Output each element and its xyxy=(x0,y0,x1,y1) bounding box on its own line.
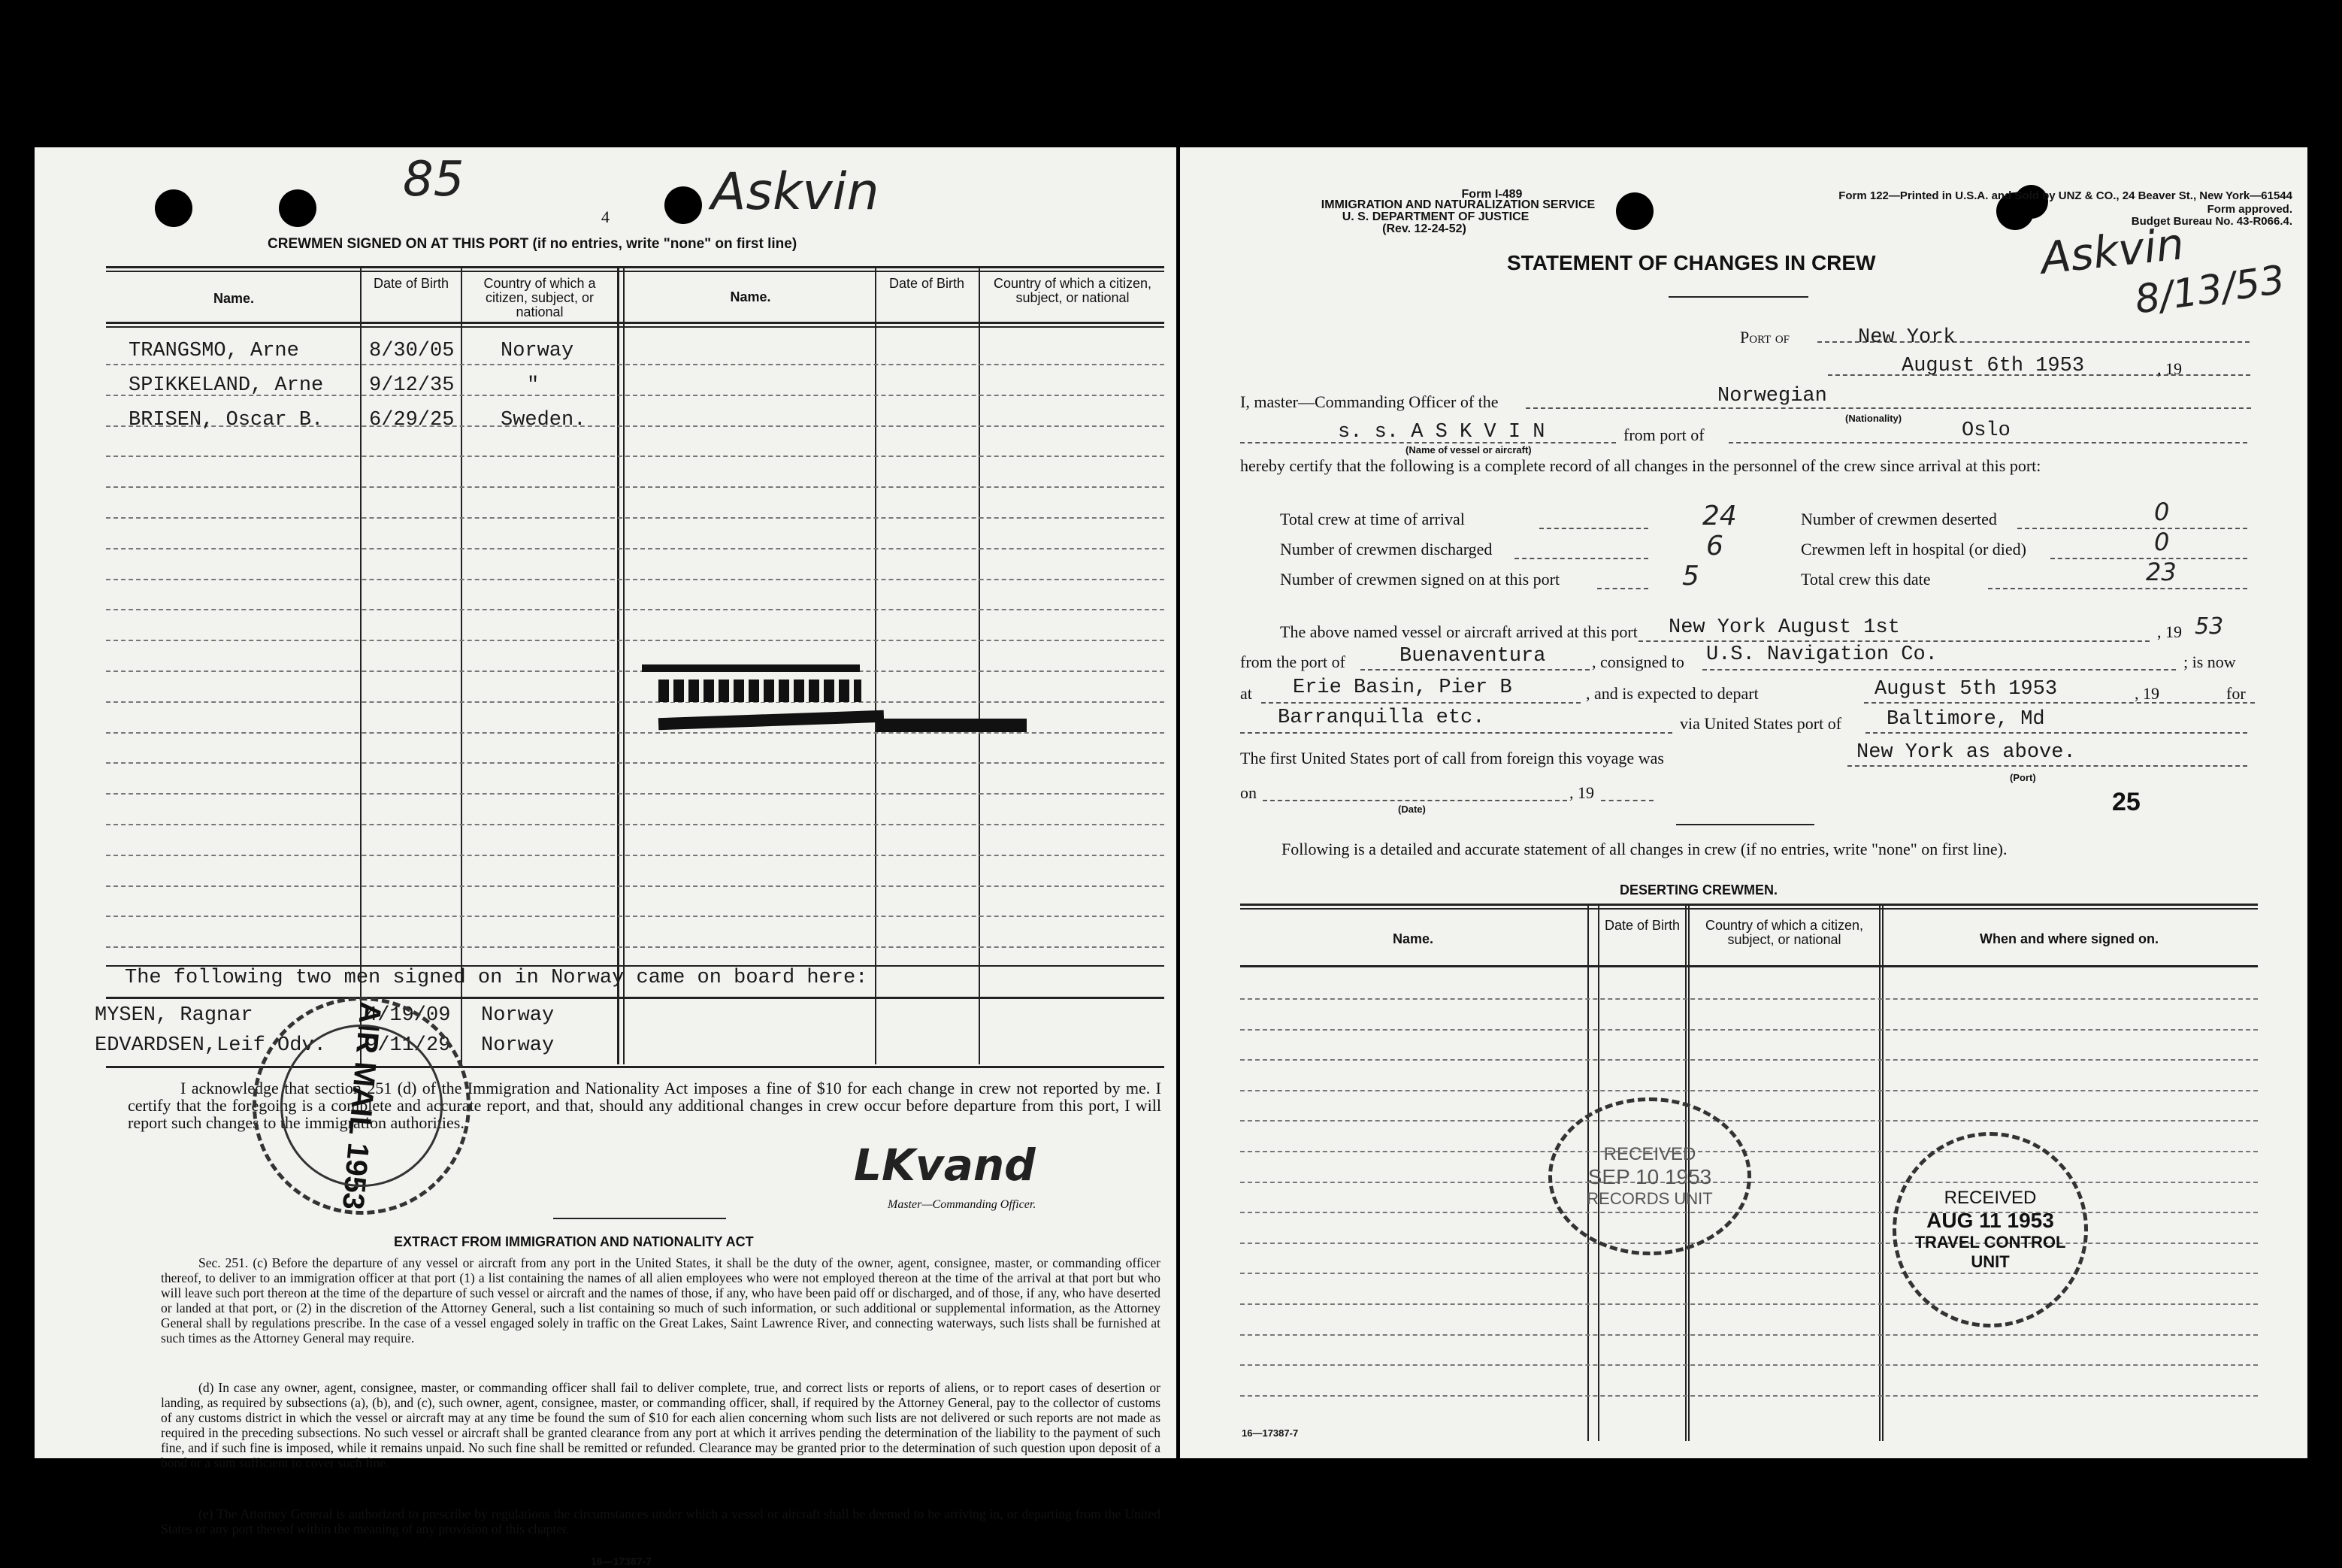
received-stamp-records xyxy=(1548,1097,1751,1255)
col-dob-header: Date of Birth xyxy=(1604,918,1681,933)
row-rule xyxy=(1240,1334,2258,1336)
arrived-year: 53 xyxy=(2195,613,2224,640)
at-label: at xyxy=(1240,684,1252,703)
law-para-1: Sec. 251. (c) Before the departure of any vessel or aircraft from any port in the United States, it shall be the duty of the owner, agent, consignee, master, or commanding officer thereof, to deliver to an immigration officer at that port (1) a list containing the names of all alien employees who were not employed thereon at the time of the arrival at that port but who will leave such port thereon at the time of the departure of such vessel or aircraft and the names of those, if any, who have been paid off or discharged, and of those, if any, who have deserted or landed at that port, or (2) in the discretion of the Attorney General, such a list containing so much of such information, or such additional or supplemental information, as the Attorney General shall by regulations prescribe. In the case of a vessel engaged solely in traffic on the Great Lakes, Saint Lawrence River, and connecting waterways, such lists shall be furnished at such times as the Attorney General may require. xyxy=(161,1255,1160,1346)
redaction-bar xyxy=(658,710,884,730)
consigned-label: , consigned to xyxy=(1592,652,1684,671)
acknowledgment-text: I acknowledge that section 251 (d) of the Immigration and Nationality Act imposes a fine of $10 for each change in crew not reported by me. I certify that the foregoing is a complete and accurate report, and that, should any additional changes in crew occur before departure from this port, I will report such changes to the immigration authorities. xyxy=(128,1079,1161,1132)
row-rule xyxy=(106,486,1164,488)
master-signature: LKvand xyxy=(854,1140,1036,1191)
port-value: New York xyxy=(1858,326,1956,349)
crew-country: " xyxy=(527,374,540,397)
crew-country: Norway xyxy=(481,1004,555,1027)
department-name: U. S. DEPARTMENT OF JUSTICE xyxy=(1342,210,1530,223)
via-label: via United States port of xyxy=(1680,714,1842,733)
footer-code: 16—17387-7 xyxy=(1242,1427,1299,1439)
crew-country: Sweden. xyxy=(501,409,586,431)
revision-date: (Rev. 12-24-52) xyxy=(1382,222,1466,235)
row-rule xyxy=(1240,1303,2258,1305)
hospital-value: 0 xyxy=(2154,528,2170,556)
row-rule xyxy=(106,762,1164,764)
agency-name: IMMIGRATION AND NATURALIZATION SERVICE xyxy=(1321,198,1596,211)
crew-dob: 9/12/35 xyxy=(369,374,455,397)
form-approved: Form approved. xyxy=(2207,203,2292,216)
from-label: from the port of xyxy=(1240,652,1345,671)
row-rule xyxy=(1240,1151,2258,1152)
row-rule xyxy=(1240,1090,2258,1091)
nationality-value: Norwegian xyxy=(1717,385,1827,407)
row-rule xyxy=(106,517,1164,519)
crew-dob: 6/29/25 xyxy=(369,409,455,431)
consigned-value: U.S. Navigation Co. xyxy=(1706,643,1938,666)
port-label: Port of xyxy=(1740,328,1790,347)
page-title: STATEMENT OF CHANGES IN CREW xyxy=(1507,251,1876,274)
col-where-header: When and where signed on. xyxy=(1979,931,2159,946)
is-now: ; is now xyxy=(2183,652,2236,671)
master-label: I, master—Commanding Officer of the xyxy=(1240,392,1499,411)
arrived-value: New York August 1st xyxy=(1669,616,1900,639)
row-rule xyxy=(1240,1029,2258,1031)
row-rule xyxy=(106,364,1164,365)
handwritten-date: 8/13/53 xyxy=(2132,257,2288,323)
discharged-value: 6 xyxy=(1706,531,1723,562)
handwritten-vessel-name: Askvin xyxy=(2038,218,2186,284)
stamp-date: SEP 10 1953 xyxy=(1587,1165,1712,1188)
crew-dob: 9/11/29 xyxy=(365,1034,451,1057)
depart-value: August 5th 1953 xyxy=(1875,678,2058,701)
first-port-value: New York as above. xyxy=(1856,741,2076,764)
page-number: 25 xyxy=(2112,788,2141,816)
vessel-name: s. s. A S K V I N xyxy=(1338,421,1545,443)
punch-hole-icon xyxy=(155,189,192,227)
row-rule xyxy=(1240,1243,2258,1244)
deserted-value: 0 xyxy=(2154,498,2170,526)
crew-dob: 4/19/09 xyxy=(365,1004,451,1027)
total-value: 23 xyxy=(2146,558,2177,586)
punch-hole-icon xyxy=(664,186,702,224)
row-rule xyxy=(1240,1273,2258,1274)
port-caption: (Port) xyxy=(2010,772,2036,783)
year-prefix: , 19 xyxy=(2157,359,2182,378)
report-date: August 6th 1953 xyxy=(1902,355,2085,377)
col-dob-header-2: Date of Birth xyxy=(888,276,965,291)
vessel-caption: (Name of vessel or aircraft) xyxy=(1406,444,1532,456)
crew-name: TRANGSMO, Arne xyxy=(129,340,299,362)
on-label: on xyxy=(1240,783,1257,802)
deserted-label: Number of crewmen deserted xyxy=(1801,510,1997,528)
law-para-3: (e) The Attorney General is authorized to prescribe by regulations the circumstances under which a vessel or aircraft shall be deemed to be arriving in, or departing from the United States or any port thereof within the meaning of any provision of this chapter. xyxy=(161,1506,1160,1536)
row-rule xyxy=(106,946,1164,948)
total-label: Total crew this date xyxy=(1801,570,1931,589)
row-rule xyxy=(106,916,1164,917)
row-rule xyxy=(106,609,1164,610)
stamp-text: AIR MAIL 1953 xyxy=(336,1000,388,1211)
handwritten-vessel-name: Askvin xyxy=(711,162,879,222)
total-arrival-label: Total crew at time of arrival xyxy=(1280,510,1465,528)
stamp-received: RECEIVED xyxy=(1944,1188,2037,1208)
certify-text: hereby certify that the following is a complete record of all changes in the personnel of the crew since arrival at this port: xyxy=(1240,456,2041,475)
row-rule xyxy=(106,640,1164,641)
total-arrival-value: 24 xyxy=(1702,501,1737,531)
row-rule xyxy=(106,670,1164,672)
col-country-header-2: Country of which a citizen, subject, or national xyxy=(993,276,1152,305)
footer-code: 16—17387-7 xyxy=(591,1555,652,1567)
row-rule xyxy=(106,824,1164,825)
row-rule xyxy=(106,701,1164,703)
row-rule xyxy=(106,579,1164,580)
crew-country: Norway xyxy=(481,1034,555,1057)
discharged-label: Number of crewmen discharged xyxy=(1280,540,1493,558)
law-para-2: (d) In case any owner, agent, consignee, master, or commanding officer shall fail to deliver complete, true, and correct lists or reports of aliens, or to report cases of desertion or landing, as required by subsections (a), (b), and (c), such owner, agent, consignee, master, or commanding officer, shall, if required by the Attorney General, pay to the collector of customs of any customs district in which the vessel or aircraft may at any time be found the sum of $10 for each alien concerning whom such lists are not delivered or such reports are not made as required in the preceding subsections. No such vessel or aircraft shall be granted clearance from any port at which it arrives pending the determination of the liability to the payment of such fine, and if such fine is imposed, while it remains unpaid. No such fine shall be remitted or refunded. Clearance may be granted prior to the determination of such question upon deposit of a bond or a sum sufficient to cover such fine. xyxy=(161,1380,1160,1470)
note-line: The following two men signed on in Norway came on board here: xyxy=(125,967,868,989)
row-rule xyxy=(106,855,1164,856)
following-text: Following is a detailed and accurate statement of all changes in crew (if no entries, write "none" on first line). xyxy=(1281,840,2008,858)
destination-value: Barranquilla etc. xyxy=(1278,707,1485,729)
crew-name: BRISEN, Oscar B. xyxy=(129,409,324,431)
first-port-label: The first United States port of call from foreign this voyage was xyxy=(1240,749,1664,767)
crew-name: MYSEN, Ragnar xyxy=(95,1004,253,1027)
received-stamp-travel xyxy=(1893,1132,2088,1327)
stamp-unit: TRAVEL CONTROL xyxy=(1914,1233,2066,1252)
row-rule xyxy=(1240,1212,2258,1213)
col-name-header: Name. xyxy=(1392,931,1434,946)
nationality-caption: (Nationality) xyxy=(1845,413,1902,424)
form-number: Form I-489 xyxy=(1461,188,1523,201)
row-rule xyxy=(1240,998,2258,1000)
row-rule xyxy=(106,885,1164,887)
margin-number: 85 xyxy=(403,152,464,207)
punch-hole-icon xyxy=(279,189,316,227)
col-country-header: Country of which a citizen, subject, or national xyxy=(1705,918,1864,947)
row-rule xyxy=(106,548,1164,549)
col-country-header: Country of which a citizen, subject, or national xyxy=(483,276,596,319)
page-number: 4 xyxy=(601,207,610,226)
section-title: CREWMEN SIGNED ON AT THIS PORT (if no entries, write "none" on first line) xyxy=(268,236,797,252)
budget-bureau: Budget Bureau No. 43-R066.4. xyxy=(2131,215,2292,228)
via-value: Baltimore, Md xyxy=(1887,708,2045,731)
redaction-bar xyxy=(658,680,861,702)
redaction-bar xyxy=(876,719,1027,732)
from-port-value: Oslo xyxy=(1962,419,2011,442)
from-port-label: from port of xyxy=(1623,425,1705,444)
at-value: Erie Basin, Pier B xyxy=(1293,677,1512,699)
row-rule xyxy=(1240,1395,2258,1397)
crew-name: EDVARDSEN,Leif Odv. xyxy=(95,1034,326,1057)
stamp-unit: RECORDS UNIT xyxy=(1587,1189,1713,1208)
for-label: for xyxy=(2226,684,2246,703)
expected-label: , and is expected to depart xyxy=(1586,684,1759,703)
from-value: Buenaventura xyxy=(1399,645,1546,667)
col-name-header: Name. xyxy=(213,291,255,306)
printer-line: Form 122—Printed in U.S.A. and Sold by UNZ & CO., 24 Beaver St., New York—61544 xyxy=(1838,189,2292,202)
right-page: Form I-489 IMMIGRATION AND NATURALIZATION SERVICE U. S. DEPARTMENT OF JUSTICE (Rev. 12-24-52) Form 122—Printed in U.S.A. and Sold by UNZ & CO., 24 Beaver St., New York—61544 Form approved. Budget Bureau No. 43-R066.4. STATEMENT OF CHANGES IN CREW Askvin 8/13/53 Port of New York August 6th 1953 , 19 I, master—Commanding Officer of the Norwegian (Nationality) s. s. A S K V I N (Name of vessel or aircraft) from port of Oslo hereby certify that the following is a complete record of all changes in the personnel of the crew since arrival at this port: Total crew at time of arrival 24 Number of crewmen discharged 6 Number of crewmen signed on at this port 5 Number of crewmen deserted 0 Crewmen left in hospital (or died) 0 Total crew this date 23 The above named vessel or aircraft arrived at this port New York August 1st , 19 53 from the port of Buenaventura , consigned to U.S. Navigation Co. ; is now at Erie Basin, Pier B , and is expected to depart August 5th 1953 , 19 for Barranquilla etc. via United States port of Baltimore, Md The first United States port of call from foreign this voyage was New York as above. (Port) on (Date) , 19 25 Following is a detailed and accurate statement of all changes in crew (if no entries, write "none" on first line). DESERTING CREWMEN. Name. Date of Birth Country of which a citizen, subject, or national When and where signed on. 16—17387-7 RECEIVED SEP 10 1953 RECORDS UNIT RECEIVED AUG 11 1953 TRAVEL CONTROL UNIT xyxy=(1180,147,2307,1458)
col-name-header-2: Name. xyxy=(730,289,771,304)
deserting-title: DESERTING CREWMEN. xyxy=(1620,882,1778,898)
signed-on-value: 5 xyxy=(1682,561,1699,592)
crew-country: Norway xyxy=(501,340,574,362)
stamp-unit: UNIT xyxy=(1971,1252,2010,1271)
col-dob-header: Date of Birth xyxy=(373,276,449,291)
row-rule xyxy=(1240,1364,2258,1366)
redaction-bar xyxy=(642,664,860,672)
hospital-label: Crewmen left in hospital (or died) xyxy=(1801,540,2026,558)
row-rule xyxy=(106,456,1164,457)
row-rule xyxy=(1240,1120,2258,1122)
crew-dob: 8/30/05 xyxy=(369,340,455,362)
stamp-date: AUG 11 1953 xyxy=(1926,1209,2054,1232)
extract-title: EXTRACT FROM IMMIGRATION AND NATIONALITY ACT xyxy=(394,1234,754,1249)
left-page xyxy=(35,147,1176,1567)
arrived-label: The above named vessel or aircraft arrived at this port xyxy=(1280,622,1638,641)
crew-name: SPIKKELAND, Arne xyxy=(129,374,324,397)
row-rule xyxy=(106,793,1164,795)
signature-label: Master—Commanding Officer. xyxy=(888,1198,1036,1211)
signed-on-label: Number of crewmen signed on at this port xyxy=(1280,570,1560,589)
stamp-received: RECEIVED xyxy=(1603,1144,1696,1164)
row-rule xyxy=(1240,1059,2258,1061)
date-caption: (Date) xyxy=(1398,804,1426,815)
